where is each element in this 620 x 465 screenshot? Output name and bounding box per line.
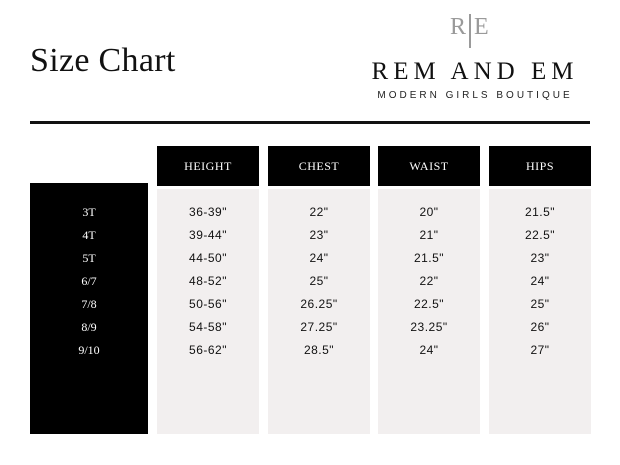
size-label: 9/10 [78, 343, 100, 357]
table-cell: 36-39" [189, 205, 227, 219]
table-cell: 24" [419, 343, 439, 357]
table-cell: 23.25" [410, 320, 448, 334]
table-cell: 22.5" [413, 297, 445, 311]
table-cell: 20" [419, 205, 439, 219]
table-cell: 25" [309, 274, 329, 288]
table-cell: 22" [419, 274, 439, 288]
column-header-height: HEIGHT [157, 146, 259, 186]
size-label: 7/8 [81, 297, 97, 311]
table-cell: 50-56" [189, 297, 227, 311]
table-cell: 21.5" [413, 251, 445, 265]
table-cell: 48-52" [189, 274, 227, 288]
size-label: 3T [82, 205, 96, 219]
column-header-chest: CHEST [268, 146, 370, 186]
table-cell: 26.25" [300, 297, 338, 311]
size-label: 5T [82, 251, 96, 265]
table-cell: 56-62" [189, 343, 227, 357]
page-title: Size Chart [30, 42, 176, 79]
table-cell: 25" [530, 297, 550, 311]
column-hips [489, 189, 591, 434]
brand-tagline: MODERN GIRLS BOUTIQUE [377, 90, 573, 101]
table-cell: 26" [530, 320, 550, 334]
table-cell: 23" [530, 251, 550, 265]
column-header-hips: HIPS [489, 146, 591, 186]
column-height [157, 189, 259, 434]
table-cell: 24" [530, 274, 550, 288]
table-cell: 27" [530, 343, 550, 357]
brand-name: REM AND EM [371, 58, 579, 85]
monogram-letter-right: E [474, 14, 489, 40]
table-cell: 54-58" [189, 320, 227, 334]
column-waist [378, 189, 480, 434]
table-cell: 44-50" [189, 251, 227, 265]
table-cell: 22" [309, 205, 329, 219]
table-cell: 28.5" [303, 343, 335, 357]
size-label: 8/9 [81, 320, 97, 334]
monogram-divider [469, 14, 471, 48]
table-cell: 21" [419, 228, 439, 242]
table-cell: 22.5" [524, 228, 556, 242]
monogram-letter-left: R [449, 14, 466, 40]
size-column [30, 183, 148, 434]
size-label: 4T [82, 228, 96, 242]
table-cell: 39-44" [189, 228, 227, 242]
size-label: 6/7 [81, 274, 97, 288]
table-cell: 24" [309, 251, 329, 265]
column-chest [268, 189, 370, 434]
table-cell: 23" [309, 228, 329, 242]
column-header-waist: WAIST [378, 146, 480, 186]
table-cell: 27.25" [300, 320, 338, 334]
header-divider [30, 121, 590, 124]
table-cell: 21.5" [524, 205, 556, 219]
